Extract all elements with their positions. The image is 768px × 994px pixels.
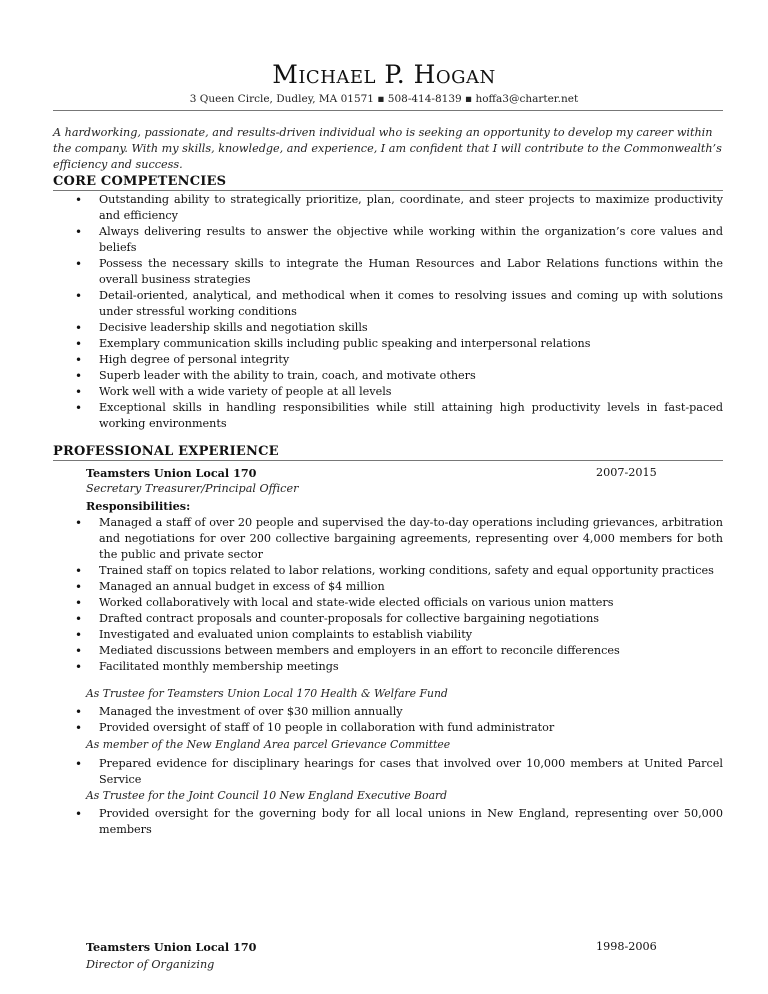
list-item: • Exemplary communication skills including public speaking and interpersonal relations [53, 336, 723, 352]
job2-title: Director of Organizing [86, 958, 215, 971]
list-item: • Superb leader with the ability to train, coach, and motivate others [53, 368, 723, 384]
core-competencies-list [53, 192, 723, 432]
list-item: • Decisive leadership skills and negotiation skills [53, 320, 723, 336]
job2-employer: Teamsters Union Local 170 [86, 940, 257, 954]
list-item: • Worked collaboratively with local and state-wide elected officials on various union matters [53, 595, 723, 611]
job1-responsibilities-label: Responsibilities: [86, 499, 191, 513]
list-item: • Outstanding ability to strategically prioritize, plan, coordinate, and steer projects to maximize productivity and efficiency [53, 192, 723, 224]
list-item: • High degree of personal integrity [53, 352, 723, 368]
list-item: • Detail-oriented, analytical, and methodical when it comes to resolving issues and coming up with solutions under stressful working conditions [53, 288, 723, 320]
joint-council-subheading: As Trustee for the Joint Council 10 New England Executive Board [86, 789, 448, 802]
core-competencies-heading: CORE COMPETENCIES [53, 174, 723, 191]
list-item: • Investigated and evaluated union complaints to establish viability [53, 627, 723, 643]
trustee-health-welfare-list [53, 704, 723, 736]
list-item: • Possess the necessary skills to integrate the Human Resources and Labor Relations functions within the overall business strategies [53, 256, 723, 288]
list-item: • Drafted contract proposals and counter-proposals for collective bargaining negotiations [53, 611, 723, 627]
trustee-health-welfare-subheading: As Trustee for Teamsters Union Local 170 Health & Welfare Fund [86, 687, 448, 700]
list-item: • Work well with a wide variety of people at all levels [53, 384, 723, 400]
candidate-name: Michael P. Hogan [272, 60, 496, 89]
list-item: • Always delivering results to answer the objective while working within the organization’s core values and beliefs [53, 224, 723, 256]
list-item: • Managed the investment of over $30 million annually [53, 704, 723, 720]
job1-employer: Teamsters Union Local 170 [86, 466, 257, 480]
list-item: • Facilitated monthly membership meetings [53, 659, 723, 675]
list-item: • Trained staff on topics related to labor relations, working conditions, safety and equal opportunity practices [53, 563, 723, 579]
list-item: • Mediated discussions between members and employers in an effort to reconcile differences [53, 643, 723, 659]
header-divider [53, 110, 723, 111]
job2-dates: 1998-2006 [596, 940, 657, 953]
contact-line: 3 Queen Circle, Dudley, MA 01571 ▪ 508-414-8139 ▪ hoffa3@charter.net [189, 93, 579, 105]
job1-title: Secretary Treasurer/Principal Officer [86, 482, 299, 495]
job1-responsibilities-list [53, 515, 723, 675]
professional-experience-heading: PROFESSIONAL EXPERIENCE [53, 444, 723, 461]
list-item: • Provided oversight for the governing body for all local unions in New England, representing over 50,000 members [53, 806, 723, 838]
list-item: • Provided oversight of staff of 10 people in collaboration with fund administrator [53, 720, 723, 736]
grievance-committee-list [53, 756, 723, 788]
list-item: • Prepared evidence for disciplinary hearings for cases that involved over 10,000 members at United Parcel Service [53, 756, 723, 788]
summary-paragraph: A hardworking, passionate, and results-driven individual who is seeking an opportunity to develop my career within the company. With my skills, knowledge, and experience, I am confident that I will contribute to the Commonwealth’s efficiency and success. [53, 126, 722, 171]
list-item: • Managed an annual budget in excess of $4 million [53, 579, 723, 595]
job1-dates: 2007-2015 [596, 466, 657, 479]
list-item: • Exceptional skills in handling responsibilities while still attaining high productivity levels in fast-paced working environments [53, 400, 723, 432]
list-item: • Managed a staff of over 20 people and supervised the day-to-day operations including grievances, arbitration and negotiations for over 200 collective bargaining agreements, representing over 4,000 members for both the public and private sector [53, 515, 723, 563]
joint-council-list [53, 806, 723, 838]
grievance-committee-subheading: As member of the New England Area parcel Grievance Committee [86, 738, 451, 751]
